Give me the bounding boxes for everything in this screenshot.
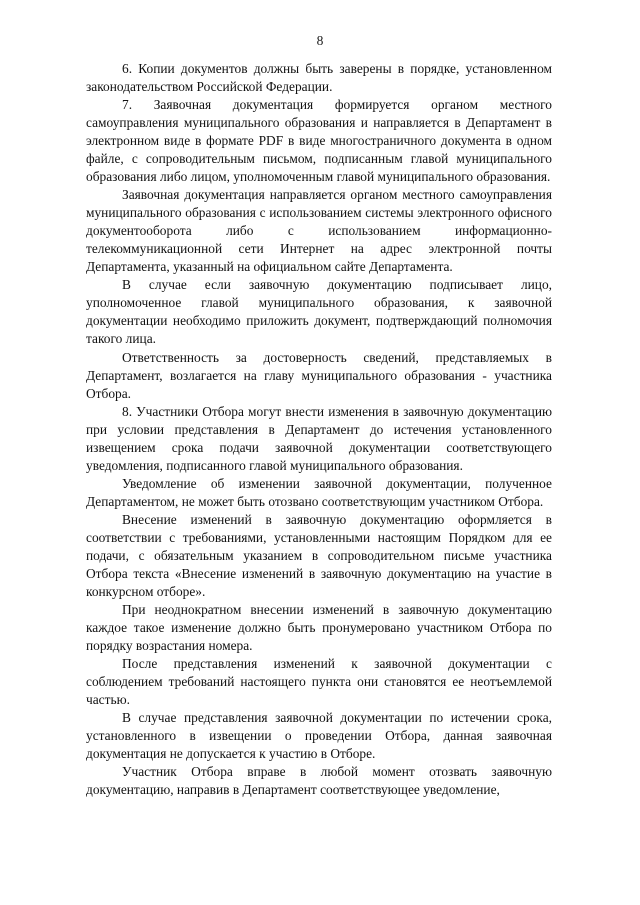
paragraph-8-continuation-2: Внесение изменений в заявочную документацию оформляется в соответствии с требованиями, установленными настоящим Порядком для ее подачи, с обязательным указанием в сопроводительном письме участника Отбора текста «Внесение изменений в заявочную документацию на участие в конкурсном отборе».	[86, 511, 552, 599]
paragraph-8-continuation-3: При неоднократном внесении изменений в заявочную документацию каждое такое изменение должно быть пронумеровано участником Отбора по порядку возрастания номера.	[86, 601, 552, 653]
document-text-body	[86, 60, 552, 799]
paragraph-7: 7. Заявочная документация формируется органом местного самоуправления муниципального образования и направляется в Департамент в электронном виде в формате PDF в виде многостраничного документа в одном файле, с сопроводительным письмом, подписанным главой муниципального образования либо лицом, уполномоченным главой муниципального образования.	[86, 97, 552, 185]
paragraph-7-continuation-1: Заявочная документация направляется органом местного самоуправления муниципального образования с использованием системы электронного офисного документооборота либо с использованием информационно-телекоммуникационной сети Интернет на адрес электронной почты Департамента, указанный на официальном сайте Департамента.	[86, 187, 552, 275]
paragraph-8-continuation-6: Участник Отбора вправе в любой момент отозвать заявочную документацию, направив в Департамент соответствующее уведомление,	[86, 764, 552, 798]
paragraph-7-continuation-3: Ответственность за достоверность сведений, представляемых в Департамент, возлагается на главу муниципального образования - участника Отбора.	[86, 349, 552, 401]
paragraph-8-continuation-1: Уведомление об изменении заявочной документации, полученное Департаментом, не может быть отозвано соответствующим участником Отбора.	[86, 475, 552, 509]
paragraph-8-continuation-5: В случае представления заявочной документации по истечении срока, установленного в извещении о проведении Отбора, данная заявочная документация не допускается к участию в Отборе.	[86, 710, 552, 762]
paragraph-6: 6. Копии документов должны быть заверены в порядке, установленном законодательством Российской Федерации.	[86, 61, 552, 95]
paragraph-7-continuation-2: В случае если заявочную документацию подписывает лицо, уполномоченное главой муниципального образования, к заявочной документации необходимо приложить документ, подтверждающий полномочия такого лица.	[86, 277, 552, 347]
paragraph-8-continuation-4: После представления изменений к заявочной документации с соблюдением требований настоящего пункта они становятся ее неотъемлемой частью.	[86, 656, 552, 708]
paragraph-8: 8. Участники Отбора могут внести изменения в заявочную документацию при условии представления в Департамент до истечения установленного извещением срока подачи заявочной документации соответствующего уведомления, подписанного главой муниципального образования.	[86, 403, 552, 473]
page-number: 8	[316, 33, 324, 48]
